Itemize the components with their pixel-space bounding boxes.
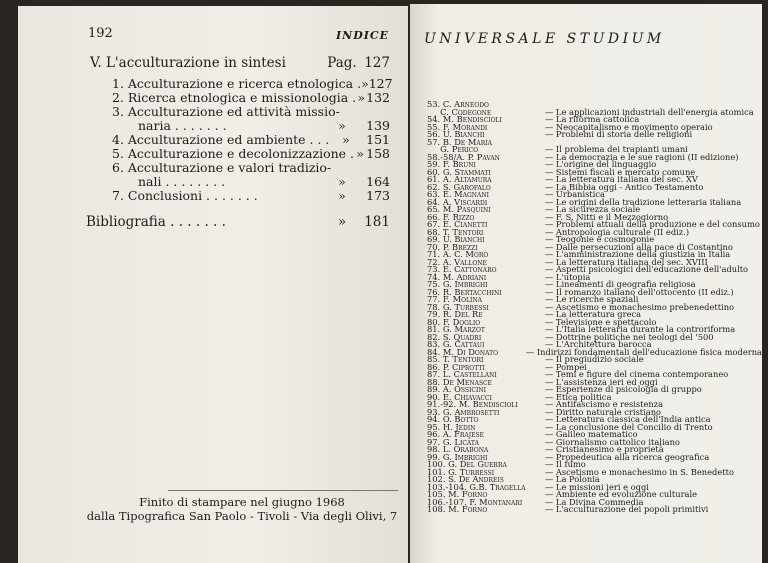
entry-title: — L'acculturazione dei popoli primitivi (545, 504, 709, 514)
entry-author: 58.-58/A. P. Pavan (427, 151, 500, 162)
left-page (18, 6, 408, 563)
toc-item (90, 189, 390, 203)
entry-title: — Le applicazioni industriali dell'energia atomica (545, 106, 754, 117)
entry-author: 59. F. Bruni (427, 159, 476, 169)
entry-author: 98. L. Orabona (427, 444, 489, 454)
entry-author: 72. A. Vallone (427, 256, 487, 267)
entry-title: — La letteratura italiana del sec. XV (545, 174, 698, 184)
entry-title: — L'Architettura barocca (545, 339, 652, 349)
entry-author: 106.-107. F. Montanari (427, 496, 523, 507)
colophon-line: Finito di stampare nel giugno 1968 (139, 495, 345, 509)
entry-author: 102. S. De Andreis (427, 474, 504, 484)
entry-title: — Indirizzi fondamentali dell'educazione fisica moderna (525, 346, 762, 357)
entry-author: 79. R. Del Re (427, 309, 483, 319)
entry-title: — Propedeutica alla ricerca geografica (545, 451, 710, 462)
toc-chapter (90, 56, 390, 70)
entry-title: — Giornalismo cattolico italiano (545, 436, 680, 447)
entry-author: 53. C. Arneodo (427, 99, 489, 109)
entry-author: 71. A. C. Moro (427, 249, 489, 259)
chapter-page: 127 (364, 55, 390, 71)
entry-title: — Antropologia culturale (II ediz.) (545, 226, 690, 237)
entry-title: — Il fumo (545, 459, 586, 469)
entry-title: — Le origini della tradizione letteraria italiana (545, 196, 742, 207)
entry-author: 75. G. Imbrighi (427, 279, 488, 289)
entry-title: — L'origine del linguaggio (545, 159, 657, 169)
toc-item-page: 164 (366, 174, 390, 189)
entry-author: 86. P. Ciprotti (427, 361, 485, 372)
divider (168, 490, 398, 491)
colophon (82, 495, 402, 523)
entry-author: 57. B. De Maria (427, 136, 492, 147)
toc-item-page: 151 (366, 132, 390, 147)
page-number: 192 (88, 26, 113, 41)
entry-title: — Ambiente ed evoluzione culturale (545, 489, 698, 499)
entry-author: 91.-92. M. Bendiscioli (427, 399, 518, 409)
entry-title: — Il romanzo italiano dell'ottocento (II ediz.) (545, 286, 734, 297)
entry-title: — Il problema dei trapianti umani (545, 144, 688, 154)
entry-title: — Aspetti psicologici dell'educazione dell'adulto (545, 264, 749, 274)
entry-title: — Le ricerche spaziali (545, 294, 639, 304)
entry-author: 94. O. Botto (427, 414, 479, 424)
toc-bibliography (86, 215, 390, 229)
series-list (427, 101, 762, 514)
entry-author: 55. F. Morandi (427, 121, 488, 132)
entry-author: 105. M. Forno (427, 489, 488, 499)
entry-title: — L'Italia letteraria durante la controriforma (545, 324, 736, 334)
bibliography-title: Bibliografia . . . . . . . (86, 214, 226, 230)
table-of-contents (86, 55, 393, 230)
entry-title: — La letteratura italiana del sec. XVIII (545, 256, 708, 267)
entry-author: 76. R. Bertacchini (427, 286, 502, 297)
entry-title: — La Divina Commedia (545, 496, 644, 507)
entry-title: — Antifascismo e resistenza (545, 399, 664, 409)
entry-author: 66. F. Rizzo (427, 211, 475, 222)
entry-author: 103.-104. G.B. Tragella (427, 481, 526, 492)
toc-item-title: naria . . . . . . . (138, 118, 227, 133)
toc-item-title: nali . . . . . . . . (138, 174, 226, 189)
entry-title: — Dottrine politiche nei teologi del '500 (545, 331, 714, 342)
toc-item-marker: » (338, 118, 346, 133)
entry-title: — Neocapitalismo e movimento operaio (545, 121, 713, 132)
entry-author: 97. G. Licata (427, 436, 479, 447)
entry-title: — L'utopia (545, 271, 591, 282)
entry-author: 60. G. Stammati (427, 166, 491, 177)
running-head: INDICE (336, 29, 390, 42)
entry-author: 56. U. Bianchi (427, 129, 485, 139)
entry-author: 83. G. Cattaui (427, 339, 485, 349)
entry-author: 73. E. Cattonaro (427, 264, 497, 274)
entry-title: — La letteratura greca (545, 309, 642, 319)
colophon-line: dalla Tipografica San Paolo - Tivoli - Via degli Olivi, 7 (86, 509, 398, 523)
toc-item-marker: » (357, 90, 365, 105)
toc-item-title: 4. Acculturazione ed ambiente . . . (112, 132, 330, 147)
entry-title: — Ascetismo e monachesimo prebenedettino (545, 301, 735, 312)
entry-title: — Il pregiudizio sociale (545, 354, 644, 364)
toc-item-title: 5. Acculturazione e decolonizzazione . (112, 146, 355, 161)
toc-item-marker: » (338, 188, 346, 203)
entry-author: 70. P. Brezzi (427, 241, 478, 252)
entry-title: — Temi e figure del cinema contemporaneo (545, 369, 729, 379)
entry-author: 78. G. Turbessi (427, 301, 489, 312)
series-title: UNIVERSALE STUDIUM (424, 31, 665, 47)
entry-title: — Teogonie e cosmogonie (545, 234, 655, 244)
entry-title: — Dalle persecuzioni alla pace di Costantino (545, 241, 733, 252)
entry-author: 108. M. Forno (427, 504, 488, 514)
chapter-marker: Pag. (327, 55, 357, 71)
toc-item-page: 158 (366, 146, 390, 161)
chapter-title: V. L'acculturazione in sintesi (90, 55, 286, 71)
entry-author: 77. F. Molina (427, 294, 482, 304)
entry-author: 62. S. Garofalo (427, 181, 491, 192)
entry-title: — Urbanistica (545, 189, 605, 199)
toc-item-title: 6. Acculturazione e valori tradizio- (112, 160, 332, 175)
entry-author: 89. A. Ossicini (427, 384, 486, 394)
toc-item (90, 105, 390, 119)
entry-author: 68. T. Tentori (427, 226, 484, 237)
entry-title: — La riforma cattolica (545, 114, 640, 124)
toc-item-marker: » (342, 132, 350, 147)
toc-item-marker: » (338, 174, 346, 189)
bibliography-page: 181 (364, 214, 390, 230)
bibliography-marker: » (337, 214, 347, 230)
entry-title: — F. S. Nitti e il Mezzogiorno (545, 211, 669, 222)
entry-author: 69. U. Bianchi (427, 234, 485, 244)
entry-title: — La democrazia e le sue ragioni (II edizione) (545, 151, 739, 162)
entry-title: — Letteratura classica dell'India antica (545, 414, 711, 424)
toc-item-page: 139 (366, 118, 390, 133)
toc-item (90, 133, 390, 147)
toc-item-title: 1. Acculturazione e ricerca etnologica . (112, 76, 362, 91)
right-page (410, 4, 762, 563)
entry-author: 84. M. Di Donato (427, 346, 499, 357)
toc-item (90, 76, 393, 91)
entry-title: — L'amministrazione della giustizia in Italia (545, 249, 731, 259)
entry-title: — Le missioni ieri e oggi (545, 481, 649, 492)
entry-author: 63. E. Magnani (427, 189, 489, 199)
entry-author: 82. S. Quadri (427, 331, 482, 342)
entry-title: — Problemi attuali della produzione e del consumo (545, 219, 760, 229)
entry-title: — Pompei (545, 361, 587, 372)
toc-item-title: 2. Ricerca etnologica e missionologia . (112, 90, 357, 105)
entry-title: — Diritto naturale cristiano (545, 406, 662, 417)
toc-item-marker: » (356, 146, 364, 161)
entry-author: G. Perico (427, 144, 479, 154)
entry-title: — Cristianesimo e proprietà (545, 444, 664, 454)
entry-title: — Galileo matematico (545, 429, 638, 439)
entry-title: — Televisione e spettacolo (545, 316, 657, 327)
entry-title: — Sistemi fiscali e mercato comune (545, 166, 696, 177)
entry-title: — Esperienze di psicologia di gruppo (545, 384, 702, 394)
toc-item-page: 173 (366, 188, 390, 203)
entry-author: 88. De Menasce (427, 376, 493, 387)
toc-item-page: 127 (368, 76, 393, 91)
toc-item (90, 119, 390, 133)
entry-author: 95. H. Jedin (427, 421, 476, 432)
entry-author: 74. M. Adriani (427, 271, 487, 282)
entry-author: 93. G. Ambrosetti (427, 406, 500, 417)
entry-author: 87. L. Castellani (427, 369, 497, 379)
entry-author: 61. A. Altamura (427, 174, 492, 184)
entry-title: — La conclusione del Concilio di Trento (545, 421, 713, 432)
entry-author: 96. A. Frajese (427, 429, 484, 439)
toc-item-marker: » (361, 76, 369, 91)
toc-item-title: 3. Acculturazione ed attività missio- (112, 104, 340, 119)
entry-title: — La sicurezza sociale (545, 204, 641, 214)
toc-item (90, 91, 390, 105)
toc-item-page: 132 (366, 90, 390, 105)
entry-author: 90. E. Chiavacci (427, 391, 492, 402)
list-item (427, 506, 762, 514)
entry-title: — Problemi di storia delle religioni (545, 129, 693, 139)
entry-author: C. Codegone (427, 106, 492, 117)
entry-title: — Ascetismo e monachesimo in S. Benedetto (545, 466, 734, 477)
entry-author: 64. A. Viscardi (427, 196, 488, 207)
entry-title: — La Polonia (545, 474, 600, 484)
toc-item (90, 161, 390, 175)
entry-title: — La Bibbia oggi - Antico Testamento (545, 181, 704, 192)
entry-author: 65. M. Pasquini (427, 204, 491, 214)
entry-title: — Lineamenti di geografia religiosa (545, 279, 696, 289)
toc-item (90, 147, 390, 161)
entry-author: 80. F. Doglio (427, 316, 481, 327)
entry-author: 100. G. Del Guerra (427, 459, 507, 469)
entry-author: 101. G. Turbessi (427, 466, 495, 477)
entry-title: — L'assistenza ieri ed oggi (545, 376, 658, 387)
entry-author: 85. T. Tentori (427, 354, 484, 364)
entry-author: 81. G. Marzot (427, 324, 485, 334)
entry-author: 67. E. Cianetti (427, 219, 488, 229)
toc-item (90, 175, 390, 189)
toc-item-title: 7. Conclusioni . . . . . . . (112, 188, 258, 203)
entry-author: 99. G. Imbrighi (427, 451, 488, 462)
entry-title: — Etica politica (545, 391, 612, 402)
entry-author: 54. M. Bendiscioli (427, 114, 502, 124)
